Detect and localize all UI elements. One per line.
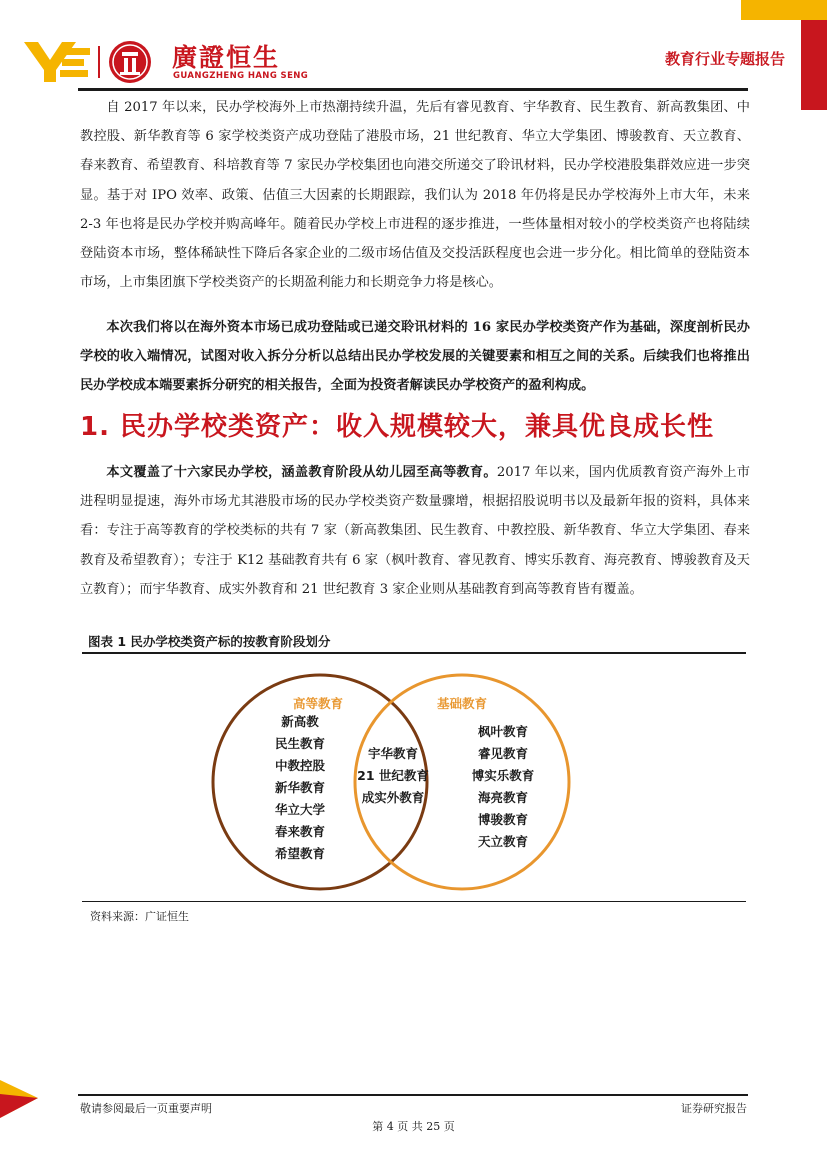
figure-source: 资料来源：广证恒生 [90, 910, 189, 923]
page-number: 第 4 页 共 25 页 [372, 1120, 455, 1133]
seal-logo-icon [108, 40, 152, 84]
report-type: 教育行业专题报告 [664, 50, 785, 68]
venn-overlap-item: 21 世纪教育 [357, 768, 429, 783]
venn-basic-ed-item: 睿见教育 [477, 746, 529, 761]
venn-higher-ed-item: 民生教育 [274, 736, 326, 751]
figure-bottom-rule [82, 901, 746, 902]
venn-basic-ed-item: 博骏教育 [477, 812, 529, 827]
venn-higher-ed-item: 新华教育 [274, 780, 326, 795]
header-divider [78, 88, 748, 91]
venn-basic-ed-item: 枫叶教育 [477, 724, 529, 739]
venn-overlap-item: 成实外教育 [361, 790, 425, 805]
section-title: 1. 民办学校类资产：收入规模较大，兼具优良成长性 [80, 412, 715, 442]
venn-overlap-item: 宇华教育 [367, 746, 419, 761]
coverage-lead: 本文覆盖了十六家民办学校，涵盖教育阶段从幼儿园至高等教育。 [106, 465, 497, 480]
venn-higher-ed-item: 希望教育 [274, 846, 326, 861]
venn-basic-ed-item: 天立教育 [477, 834, 529, 849]
venn-higher-ed-item: 华立大学 [274, 802, 326, 817]
venn-title-basic-ed: 基础教育 [436, 696, 488, 711]
venn-higher-ed-item: 中教控股 [274, 758, 326, 773]
coverage-body: 2017 年以来，国内优质教育资产海外上市进程明显提速，海外市场尤其港股市场的民办学校类资产数量骤增，根据招股说明书以及最新年报的资料，具体来看：专注于高等教育的学校类标的共有 7 家（新高教集团、民生教育、中教控股、新华教育、华立大学集团、春来教育及希望教育）；专注于 K12 基础教育共有 6 家（枫叶教育、睿见教育、博实乐教育、海亮教育、博骏教育及天立教育）；而宇华教育、成实外教育和 21 世纪教育 3 家企业则从基础教育到高等教育皆有覆盖。 [80, 465, 750, 597]
venn-basic-ed-item: 海亮教育 [477, 790, 529, 805]
footer-report-kind: 证券研究报告 [681, 1102, 747, 1115]
venn-circle-basic-ed [355, 675, 569, 889]
venn-circle-higher-ed [213, 675, 427, 889]
figure-caption: 图表 1 民办学校类资产标的按教育阶段划分 [88, 634, 331, 649]
footer-disclaimer: 敬请参阅最后一页重要声明 [80, 1102, 212, 1115]
brand-logo-icon [24, 42, 90, 82]
venn-higher-ed-item: 春来教育 [274, 824, 326, 839]
corner-decoration-bottom [0, 1080, 38, 1118]
footer-divider [78, 1094, 748, 1096]
logo-separator [98, 46, 100, 78]
figure-top-rule [82, 652, 746, 654]
venn-higher-ed-item: 新高教 [281, 714, 319, 729]
venn-basic-ed-item: 博实乐教育 [471, 768, 535, 783]
paragraph-scope: 本次我们将以在海外资本市场已成功登陆或已递交聆讯材料的 16 家民办学校类资产作为基础，深度剖析民办学校的收入端情况，试图对收入拆分分析以总结出民办学校发展的关键要素和相互之间的关系。后续我们也将推出民办学校成本端要素拆分研究的相关报告，全面为投资者解读民办学校资产的盈利构成。 [80, 320, 750, 394]
brand-name-cn: 廣證恒生 [172, 43, 281, 72]
brand-name-en: GUANGZHENG HANG SENG [173, 71, 309, 81]
paragraph-intro: 自 2017 年以来，民办学校海外上市热潮持续升温，先后有睿见教育、宇华教育、民生教育、新高教集团、中教控股、新华教育等 6 家学校类资产成功登陆了港股市场，21 世纪教育、华立大学集团、博骏教育、天立教育、春来教育、希望教育、科培教育等 7 家民办学校集团也向港交所递交了聆讯材料，民办学校港股集群效应进一步突显。基于对 IPO 效率、政策、估值三大因素的长期跟踪，我们认为 2018 年仍将是民办学校海外上市大年，未来 2-3 年也将是民办学校并购高峰年。随着民办学校上市进程的逐步推进，一些体量相对较小的学校类资产也将陆续登陆资本市场，整体稀缺性下降后各家企业的二级市场估值及交投活跃程度也会进一步分化。相比简单的登陆资本市场，上市集团旗下学校类资产的长期盈利能力和长期竞争力将是核心。 [80, 100, 750, 291]
venn-title-higher-ed: 高等教育 [292, 696, 344, 711]
paragraph-coverage [80, 458, 750, 604]
